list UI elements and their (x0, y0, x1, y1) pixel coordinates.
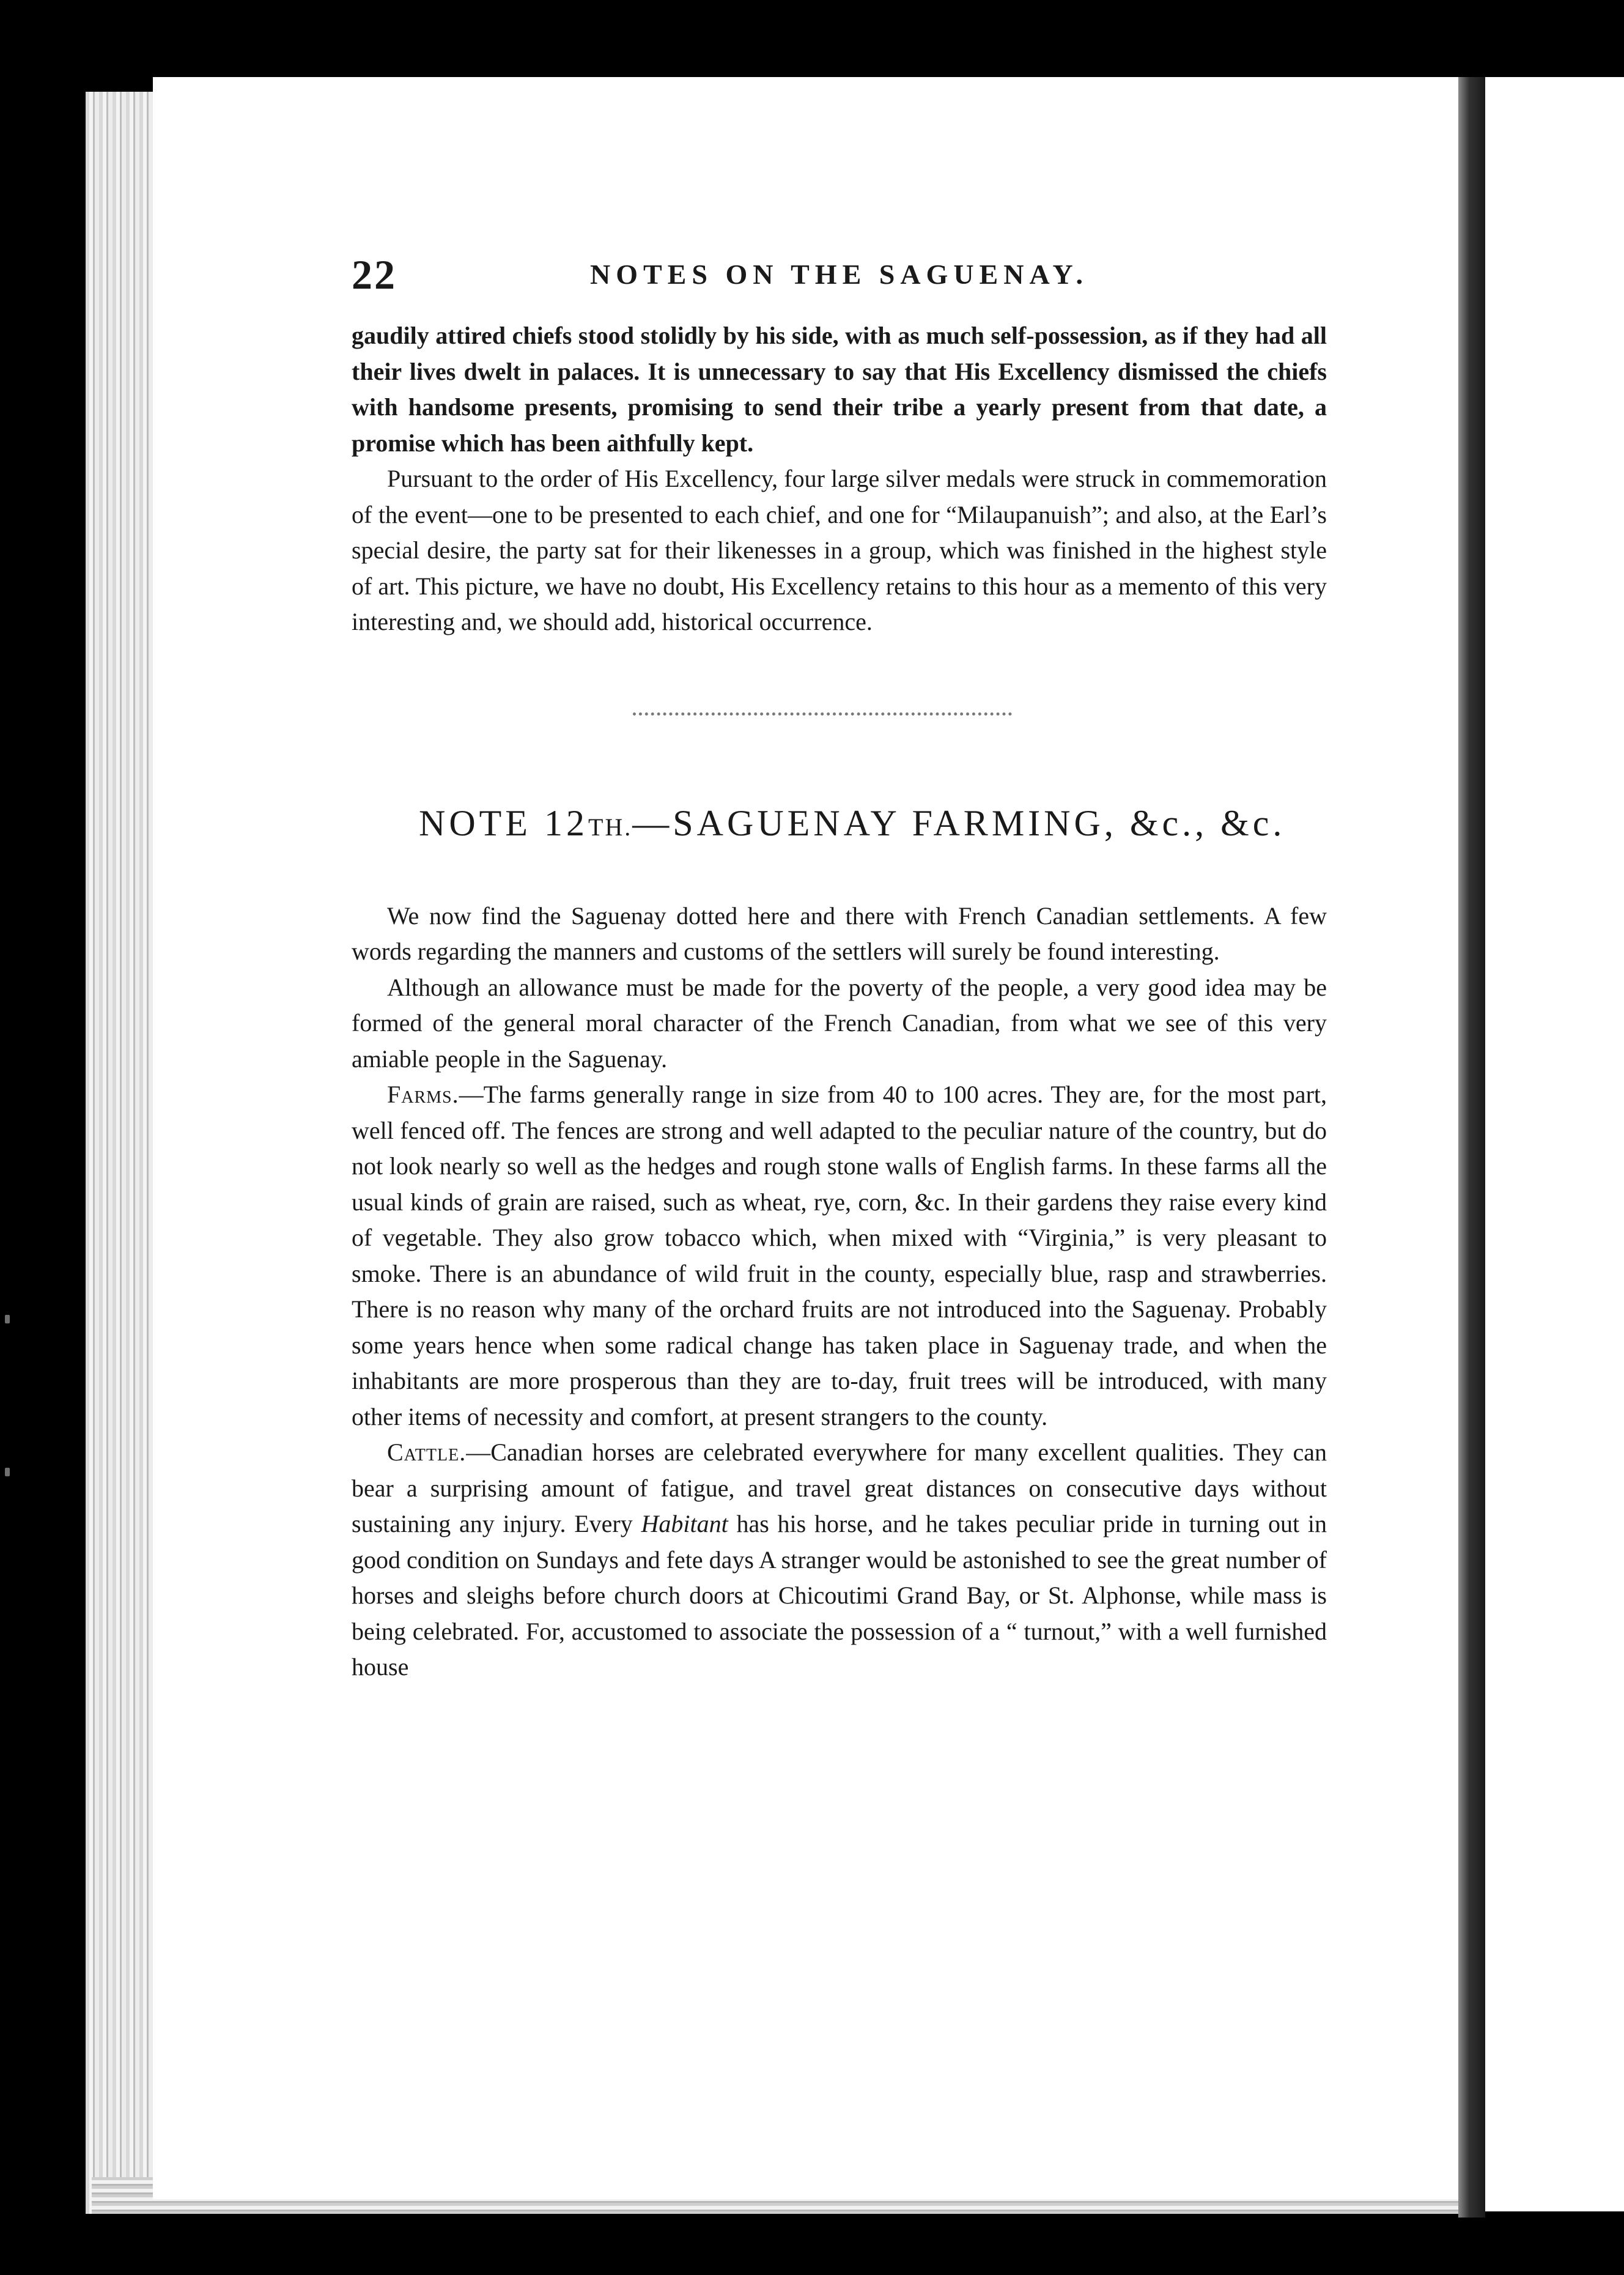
cattle-paragraph (352, 1435, 1327, 1685)
note-heading (419, 802, 1327, 845)
page-content (352, 251, 1327, 1685)
medals-paragraph: Pursuant to the order of His Excellency, four large silver medals were struck in commemoration of the event—one to be presented to each chief, and one for “Milaupanuish”; and also, at the Earl’s special desire, the party sat for their likenesses in a group, which was finished in the highest style of art. This picture, we have no doubt, His Excellency retains to this hour as a memento of this very interesting and, we should add, historical occurrence. (352, 465, 1327, 635)
note-heading-title: —SAGUENAY FARMING, &c., &c. (632, 802, 1286, 843)
farms-label: Farms. (387, 1081, 459, 1108)
farms-paragraph (352, 1077, 1327, 1435)
cattle-label: Cattle. (387, 1438, 467, 1466)
running-title: NOTES ON THE SAGUENAY. (590, 259, 1088, 290)
page-number: 22 (352, 251, 397, 298)
book-gutter (1458, 77, 1485, 2218)
running-head (352, 251, 1327, 318)
section-divider (633, 712, 1012, 719)
facing-page (1485, 77, 1624, 2211)
cattle-text-1: —Canadian horses are celebrated everywhere for many excellent qualities. They can bear a surprising amount of fatigue, and travel great distances on consecutive days without sustaining any injury. Every (352, 1438, 1327, 1537)
note-heading-suffix: TH. (588, 813, 633, 841)
note-heading-main: NOTE 12 (419, 802, 588, 843)
farms-text: —The farms generally range in size from 40 to 100 acres. They are, for the most part, well fenced off. The fences are strong and well adapted to the peculiar nature of the country, but do not look nearly so well as the hedges and rough stone walls of English farms. In these farms all the usual kinds of grain are raised, such as wheat, rye, corn, &c. In their gardens they raise every kind of vegetable. They also grow tobacco which, when mixed with “Virginia,” is very pleasant to smoke. There is an abundance of wild fruit in the county, especially blue, rasp and strawberries. There is no reason why many of the orchard fruits are not introduced into the Saguenay. Probably some years hence when some radical change has taken place in Saguenay trade, and when the inhabitants are more prosperous than they are to-day, fruit trees will be introduced, with many other items of necessity and comfort, at present strangers to the county. (352, 1081, 1327, 1430)
habitant-term: Habitant (641, 1510, 728, 1537)
intro-paragraph: We now find the Saguenay dotted here and there with French Canadian settlements. A few words regarding the manners and customs of the settlers will surely be found interesting. (352, 901, 1327, 965)
allowance-paragraph: Although an allowance must be made for the poverty of the people, a very good idea may be formed of the general moral character of the French Canadian, from what we see of this very amiable people in the Saguenay. (352, 973, 1327, 1073)
scan-edge-mark (5, 1315, 10, 1323)
continued-paragraph: gaudily attired chiefs stood stolidly by his side, with as much self-possession, as if they had all their lives dwelt in palaces. It is unnecessary to say that His Excellency dismissed the chiefs with handsome presents, promising to send their tribe a yearly present from that date, a promise which has been aithfully kept. (352, 322, 1327, 457)
cattle-text-2: has his horse, and he takes peculiar pride in turning out in good condition on Sundays and fete days A stranger would be astonished to see the great number of horses and sleighs before church doors at Chicoutimi Grand Bay, or St. Alphonse, while mass is being celebrated. For, accustomed to associate the possession of a “ turnout,” with a well furnished house (352, 1510, 1327, 1681)
scan-edge-mark (5, 1468, 10, 1476)
